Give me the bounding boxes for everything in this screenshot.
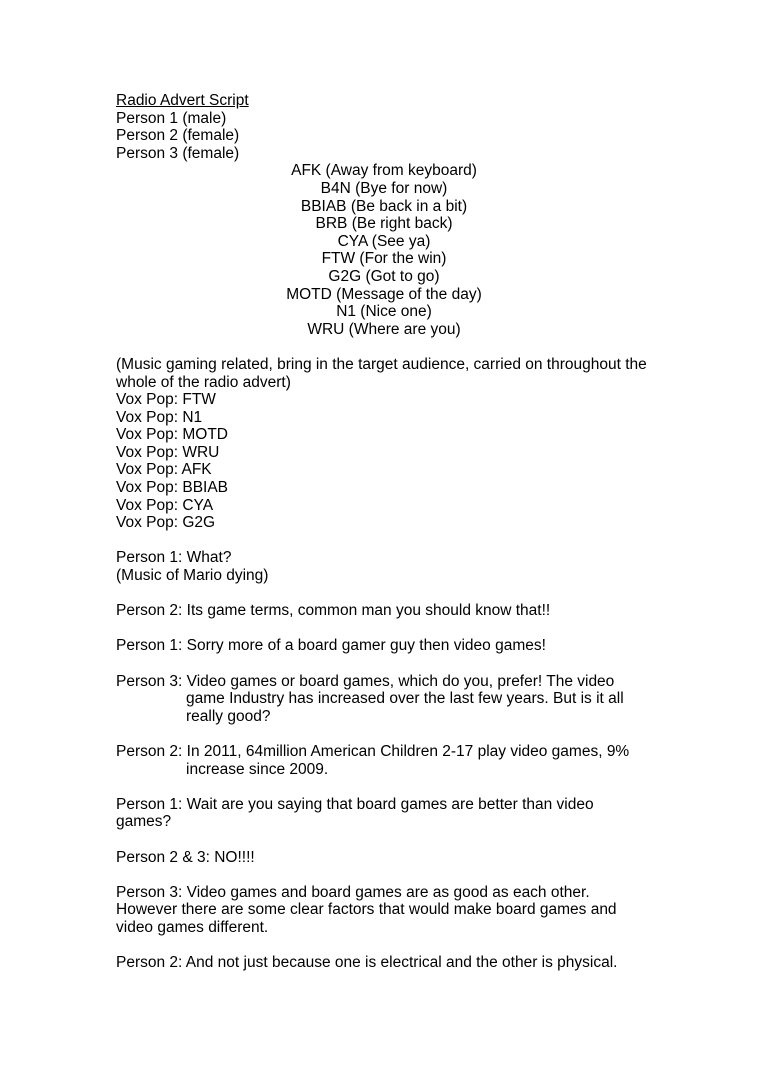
vox-pop-item: Vox Pop: WRU bbox=[116, 443, 220, 461]
glossary-item: FTW (For the win) bbox=[321, 250, 447, 268]
glossary-item: CYA (See ya) bbox=[337, 232, 431, 250]
dialogue-line: Person 3: Video games and board games are as good as each other. bbox=[116, 883, 590, 901]
vox-pop-item: Vox Pop: BBIAB bbox=[116, 479, 229, 497]
dialogue-line: Person 2: In 2011, 64million American Children 2-17 play video games, 9% bbox=[116, 742, 630, 760]
script-title: Radio Advert Script bbox=[116, 92, 249, 109]
dialogue-line: Person 1: Sorry more of a board gamer guy then video games! bbox=[116, 637, 546, 655]
spacer bbox=[116, 937, 661, 955]
music-note-line-2: whole of the radio advert) bbox=[116, 373, 291, 391]
dialogue-continuation: increase since 2009. bbox=[186, 760, 329, 778]
glossary-item: AFK (Away from keyboard) bbox=[291, 162, 477, 180]
dialogue-continuation: video games different. bbox=[116, 918, 269, 936]
glossary-item: BRB (Be right back) bbox=[315, 215, 453, 233]
vox-pop-item: Vox Pop: N1 bbox=[116, 408, 203, 426]
glossary-item: WRU (Where are you) bbox=[307, 320, 461, 338]
dialogue-line: Person 2: Its game terms, common man you should know that!! bbox=[116, 602, 551, 620]
dialogue-line: Person 3: Video games or board games, which do you, prefer! The video bbox=[116, 672, 615, 690]
script-body bbox=[116, 92, 661, 972]
dialogue-line: Person 1: Wait are you saying that board games are better than video bbox=[116, 795, 594, 813]
spacer bbox=[116, 620, 661, 638]
vox-pop-item: Vox Pop: G2G bbox=[116, 514, 216, 532]
stage-direction: (Music of Mario dying) bbox=[116, 567, 269, 585]
vox-pop-item: Vox Pop: FTW bbox=[116, 391, 216, 409]
cast-person-3: Person 3 (female) bbox=[116, 144, 240, 162]
dialogue-line: Person 2: And not just because one is electrical and the other is physical. bbox=[116, 954, 618, 972]
dialogue-continuation: really good? bbox=[186, 707, 271, 725]
spacer bbox=[116, 725, 661, 743]
spacer bbox=[116, 338, 661, 356]
vox-pop-item: Vox Pop: AFK bbox=[116, 461, 212, 479]
music-note-line-1: (Music gaming related, bring in the target audience, carried on throughout the bbox=[116, 355, 647, 373]
glossary-item: G2G (Got to go) bbox=[328, 267, 440, 285]
glossary-list bbox=[116, 162, 652, 338]
glossary-item: N1 (Nice one) bbox=[336, 303, 432, 321]
spacer bbox=[116, 866, 661, 884]
glossary-item: BBIAB (Be back in a bit) bbox=[300, 197, 468, 215]
cast-person-2: Person 2 (female) bbox=[116, 127, 240, 145]
dialogue-continuation: However there are some clear factors that would make board games and bbox=[116, 901, 617, 919]
spacer bbox=[116, 585, 661, 603]
spacer bbox=[116, 532, 661, 550]
cast-person-1: Person 1 (male) bbox=[116, 109, 227, 127]
spacer bbox=[116, 778, 661, 796]
vox-pop-item: Vox Pop: CYA bbox=[116, 496, 214, 514]
spacer bbox=[116, 831, 661, 849]
dialogue-line: Person 1: What? bbox=[116, 549, 232, 567]
glossary-item: MOTD (Message of the day) bbox=[286, 285, 482, 303]
dialogue-continuation: game Industry has increased over the last few years. But is it all bbox=[186, 690, 624, 708]
vox-pop-list bbox=[116, 391, 661, 532]
vox-pop-item: Vox Pop: MOTD bbox=[116, 426, 228, 444]
glossary-item: B4N (Bye for now) bbox=[320, 179, 448, 197]
dialogue-line: Person 2 & 3: NO!!!! bbox=[116, 848, 255, 866]
dialogue-continuation: games? bbox=[116, 813, 172, 831]
spacer bbox=[116, 655, 661, 673]
